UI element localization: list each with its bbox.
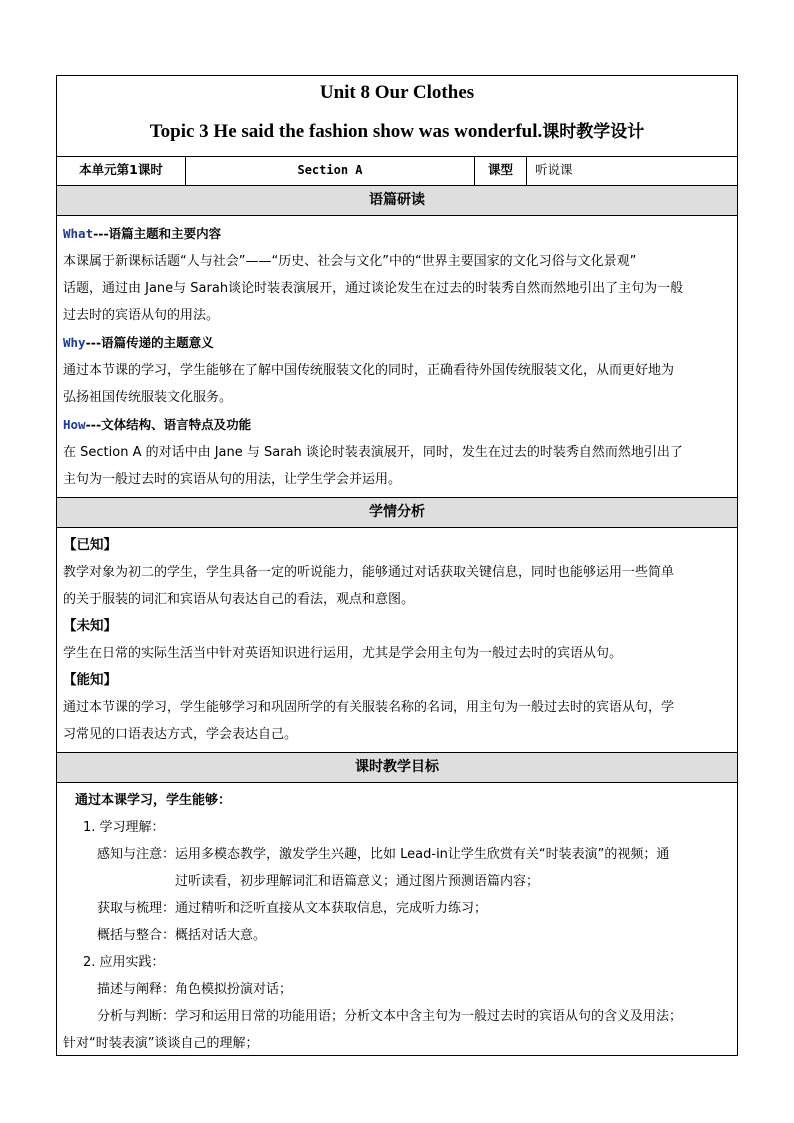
known-text-2: 的关于服装的词汇和宾语从句表达自己的看法，观点和意图。: [63, 592, 415, 607]
goal-2-sub-1: [63, 976, 731, 1003]
goals-heading: 课时教学目标: [57, 752, 737, 783]
goal-1-sub-2: [63, 895, 731, 922]
goals-section: [57, 783, 737, 1061]
goal-1-sub-2-key: 获取与梳理：: [97, 901, 176, 916]
why-label-en: Why: [63, 335, 86, 350]
what-text-3: 过去时的宾语从句的用法。: [63, 308, 220, 323]
what-text-2: 话题，通过由 Jane与 Sarah谈论时装表演展开，通过谈论发生在过去的时装秀自然而然地引出了主句为一般: [63, 281, 684, 296]
goal-1-sub-1-value: [175, 841, 731, 895]
goal-2-sub-1-key: 描述与阐释：: [97, 982, 176, 997]
unit-title: Unit 8 Our Clothes: [319, 82, 475, 103]
lesson-type-label: 课型: [475, 157, 527, 185]
how-text-2: 主句为一般过去时的宾语从句的用法，让学生学会并运用。: [63, 472, 402, 487]
goals-lead: 通过本课学习，学生能够：: [75, 793, 232, 808]
info-row: [57, 157, 737, 186]
able-text-1: 通过本节课的学习，学生能够学习和巩固所学的有关服装名称的名词，用主句为一般过去时的宾语从句，学: [63, 700, 675, 715]
why-text-2: 弘扬祖国传统服装文化服务。: [63, 390, 233, 405]
how-label-en: How: [63, 417, 86, 432]
title-block: [57, 76, 737, 157]
topic-title-cn: 课时教学设计: [542, 122, 645, 142]
unknown-label: 【未知】: [63, 618, 117, 634]
able-label: 【能知】: [63, 672, 117, 688]
goal-1-sub-1-key: 感知与注意：: [97, 847, 176, 862]
what-label-cn: ---语篇主题和主要内容: [93, 226, 222, 241]
known-text-1: 教学对象为初二的学生，学生具备一定的听说能力，能够通过对话获取关键信息，同时也能够运用一些简单: [63, 565, 675, 580]
how-heading: [63, 411, 731, 439]
why-text-1: 通过本节课的学习，学生能够在了解中国传统服装文化的同时，正确看待外国传统服装文化，从而更好地为: [63, 363, 675, 378]
why-label-cn: ---语篇传递的主题意义: [85, 335, 214, 350]
known-label: 【已知】: [63, 537, 117, 553]
lesson-number: 本单元第1课时: [57, 157, 186, 185]
goal-2-sub-2-continued: 针对“时装表演”谈谈自己的理解；: [63, 1036, 259, 1051]
topic-title-en: Topic 3 He said the fashion show was wonderful.: [149, 121, 543, 142]
lesson-plan-table: [56, 75, 738, 1056]
how-label-cn: ---文体结构、语言特点及功能: [85, 417, 252, 432]
what-label-en: What: [63, 226, 94, 241]
goal-1-sub-1: [63, 841, 731, 895]
goal-2-sub-2: [63, 1003, 731, 1030]
reading-heading: 语篇研读: [57, 186, 737, 216]
what-heading: [63, 220, 731, 248]
what-text-1: 本课属于新课标话题“人与社会”——“历史、社会与文化”中的“世界主要国家的文化习俗与文化景观”: [63, 254, 637, 269]
why-heading: [63, 329, 731, 357]
goal-1-sub-3-key: 概括与整合：: [97, 928, 176, 943]
how-text-1: 在 Section A 的对话中由 Jane 与 Sarah 谈论时装表演展开，同时，发生在过去的时装秀自然而然地引出了: [63, 445, 683, 460]
reading-section: [57, 216, 737, 497]
goal-item-2: 2. 应用实践：: [83, 955, 165, 970]
analysis-heading: 学情分析: [57, 497, 737, 528]
goal-1-sub-1-value-line-1: 运用多模态教学，激发学生兴趣，比如 Lead-in让学生欣赏有关“时装表演”的视频；通: [175, 847, 670, 862]
goal-2-sub-1-value: 角色模拟扮演对话；: [175, 982, 293, 997]
goal-1-sub-1-value-line-2: 过听读看，初步理解词汇和语篇意义；通过图片预测语篇内容；: [175, 874, 540, 889]
section-name: Section A: [186, 157, 475, 185]
analysis-section: [57, 528, 737, 752]
goal-2-sub-2-key: 分析与判断：: [97, 1009, 176, 1024]
goal-1-sub-3: [63, 922, 731, 949]
able-text-2: 习常见的口语表达方式，学会表达自己。: [63, 727, 298, 742]
goal-1-sub-3-value: 概括对话大意。: [175, 928, 267, 943]
lesson-type-value: 听说课: [535, 162, 573, 177]
goal-item-1: 1. 学习理解：: [83, 820, 165, 835]
unknown-text: 学生在日常的实际生活当中针对英语知识进行运用，尤其是学会用主句为一般过去时的宾语从句。: [63, 646, 623, 661]
topic-title: [57, 118, 737, 146]
goal-1-sub-2-value: 通过精听和泛听直接从文本获取信息，完成听力练习；: [175, 901, 488, 916]
goal-2-sub-2-value: 学习和运用日常的功能用语；分析文本中含主句为一般过去时的宾语从句的含义及用法；: [175, 1009, 683, 1024]
